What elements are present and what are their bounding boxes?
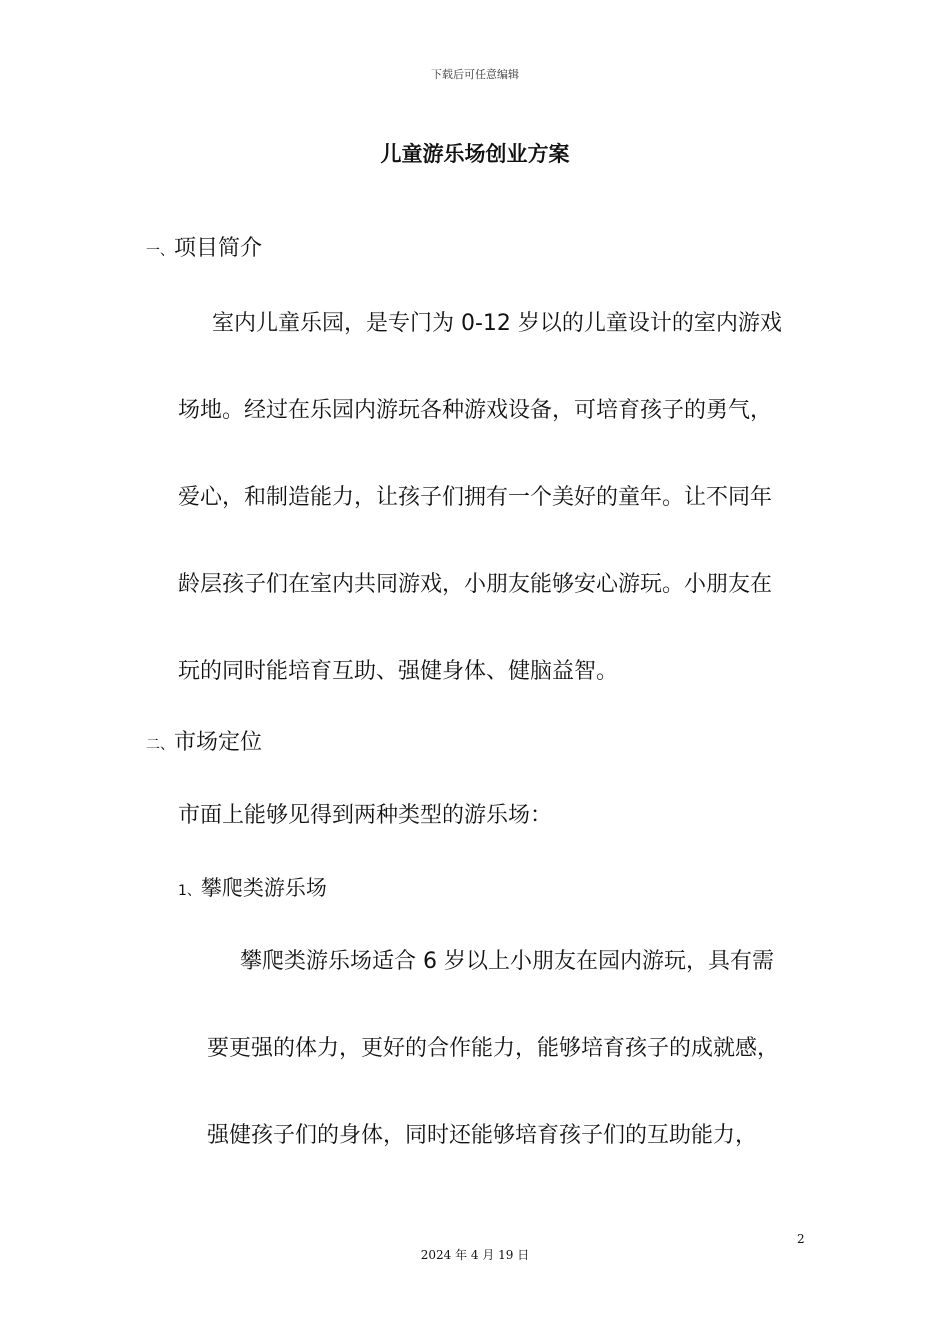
climbing-paragraph [207, 918, 779, 1179]
section-heading-intro [146, 234, 262, 266]
subsection-heading-text: 攀爬类游乐场 [200, 876, 327, 900]
section-heading-text: 市场定位 [174, 730, 263, 755]
paragraph-line: 玩的同时能培育互助、强健身体、健脑益智。 [178, 659, 619, 684]
paragraph-line: 要更强的体力，更好的合作能力，能够培育孩子的成就感， [207, 1036, 780, 1061]
paragraph-line: 强健孩子们的身体，同时还能够培育孩子们的互助能力， [207, 1123, 758, 1148]
section-heading-market [146, 728, 262, 760]
header-note: 下载后可任意编辑 [431, 68, 519, 81]
paragraph-line: 爱心，和制造能力，让孩子们拥有一个美好的童年。让不同年 [178, 485, 773, 510]
section-number: 一、 [146, 243, 174, 259]
subsection-number: 1、 [178, 883, 201, 899]
paragraph-line: 龄层孩子们在室内共同游戏，小朋友能够安心游玩。小朋友在 [178, 572, 773, 597]
paragraph-line: 室内儿童乐园，是专门为 0-12 岁以的儿童设计的室内游戏 [212, 311, 782, 336]
footer-date: 2024 年 4 月 19 日 [420, 1248, 530, 1262]
intro-paragraph [178, 280, 782, 715]
page-number: 2 [797, 1232, 805, 1246]
market-intro [178, 772, 552, 859]
subsection-heading-climbing [178, 873, 327, 906]
paragraph-line: 攀爬类游乐场适合 6 岁以上小朋友在园内游玩，具有需 [240, 949, 774, 974]
section-heading-text: 项目简介 [174, 236, 263, 261]
paragraph-line: 市面上能够见得到两种类型的游乐场： [178, 803, 553, 828]
document-title: 儿童游乐场创业方案 [380, 142, 570, 166]
section-number: 二、 [146, 737, 174, 753]
paragraph-line: 场地。经过在乐园内游玩各种游戏设备，可培育孩子的勇气， [178, 398, 773, 423]
